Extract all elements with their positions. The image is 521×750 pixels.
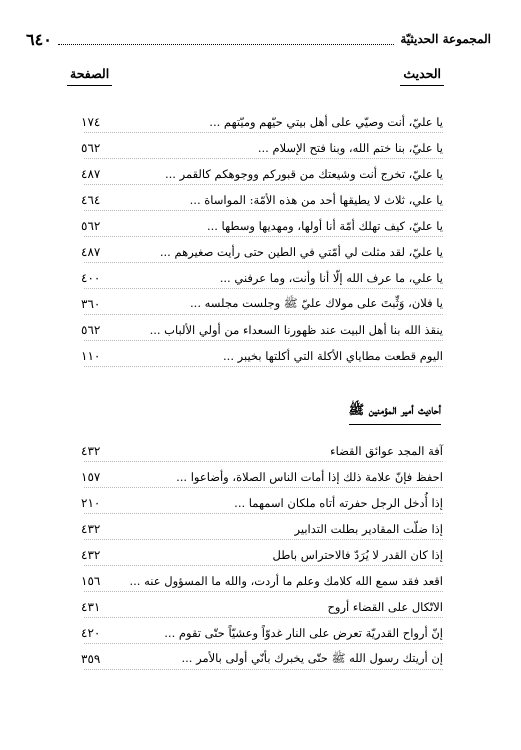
- running-header: [26, 28, 491, 50]
- hadith-text: اليوم قطعت مطاياي الأكلة التي أكلتها بخيبر ...: [223, 349, 443, 363]
- page-ref: ١٥٦: [81, 574, 101, 588]
- column-header-page-label: الصفحة: [70, 66, 110, 81]
- index-row: [81, 649, 443, 670]
- page-ref: ٤٨٧: [81, 245, 101, 259]
- index-row: [81, 597, 443, 618]
- hadith-text: يا عليّ، كيف تهلك أمّة أنا أولها، ومهديها وسطها ...: [206, 219, 443, 233]
- hadith-text: إذا كان القدر لا يُرَدّ فالاحتراس باطل: [272, 548, 443, 562]
- section-title-text: أحاديث أمير المؤمنين ﷺ: [348, 403, 441, 418]
- page-number: ٦٤٠: [26, 29, 52, 49]
- index-row: [81, 294, 443, 315]
- section-title-underline: [349, 424, 441, 425]
- page-ref: ٣٥٩: [81, 652, 101, 666]
- index-row: [81, 242, 443, 263]
- index-row: [81, 190, 443, 211]
- section-title: [349, 402, 441, 421]
- hadith-text: إن أريتك رسول الله ﷺ حتّى يخبرك بأنّي أولى بالأمر ...: [181, 650, 443, 665]
- column-header-hadith-label: الحديث: [403, 66, 441, 81]
- hadith-text: إنّ أرواح القدريّة تعرض على النار غدوّاً وعشيّاً حتّى تقوم ...: [164, 626, 443, 640]
- page-ref: ٥٦٢: [81, 141, 101, 155]
- page-ref: ٥٦٢: [81, 219, 101, 233]
- index-row: [81, 441, 443, 462]
- running-title: المجموعة الحديثيّة: [400, 32, 491, 46]
- page-ref: ٤٠٠: [81, 271, 101, 285]
- page-ref: ٤٣٢: [81, 444, 101, 458]
- page-ref: ١٥٧: [81, 470, 101, 484]
- hadith-text: يا عليّ، تخرج أنت وشيعتك من قبوركم ووجوهكم كالقمر ...: [164, 167, 443, 181]
- index-row: [81, 164, 443, 185]
- index-row: [81, 545, 443, 566]
- hadith-text: إذا ضلّت المقادير بطلت التدابير: [294, 522, 443, 536]
- column-header-underline: [67, 85, 112, 86]
- index-row: [81, 571, 443, 592]
- hadith-text: احفظ فإنّ علامة ذلك إذا أمات الناس الصلاة، وأضاعوا ...: [176, 470, 443, 484]
- page-ref: ٤٦٤: [81, 193, 101, 207]
- index-row: [81, 467, 443, 488]
- column-header-underline: [400, 85, 444, 86]
- column-header-page: [70, 66, 109, 81]
- hadith-text: يا فلان، وَثِّبتَ على مولاك عليّ ﷺ وجلست مجلسه ...: [190, 295, 443, 310]
- page-ref: ٤٨٧: [81, 167, 101, 181]
- page-ref: ١٧٤: [81, 115, 101, 129]
- hadith-text: يا عليّ، لقد مثلت لي أمّتي في الطين حتى رأيت صغيرهم ...: [159, 245, 443, 259]
- hadith-text: آفة المجد عوائق القضاء: [330, 444, 443, 458]
- column-header-hadith: [403, 66, 441, 81]
- page-ref: ٤٣٢: [81, 548, 101, 562]
- index-row: [81, 112, 443, 133]
- page-ref: ١١٠: [81, 349, 101, 363]
- index-row: [81, 346, 443, 367]
- page-ref: ٤٣٢: [81, 522, 101, 536]
- index-row: [81, 519, 443, 540]
- hadith-text: يا عليّ، بنا ختم الله، وبنا فتح الإسلام ...: [257, 141, 443, 155]
- page-ref: ٤٢٠: [81, 626, 101, 640]
- hadith-text: إذا أُدخل الرجل حفرته أتاه ملكان اسمهما ...: [234, 496, 443, 510]
- page-ref: ٣٦٠: [81, 297, 101, 311]
- hadith-text: يا عليّ، أنت وصيّي على أهل بيتي حيّهم وميّتهم ...: [209, 115, 443, 129]
- dotted-leader: [58, 34, 395, 45]
- index-row: [81, 320, 443, 341]
- page-ref: ٥٦٢: [81, 323, 101, 337]
- index-row: [81, 216, 443, 237]
- hadith-text: يا علي، ثلاث لا يطيقها أحد من هذه الأمّة: المواساة ...: [189, 193, 443, 207]
- hadith-text: الاتّكال على القضاء أروح: [327, 600, 443, 614]
- hadith-text: ينقذ الله بنا أهل البيت عند ظهورنا السعداء من أولي الألباب ...: [149, 323, 443, 337]
- page-ref: ٤٣١: [81, 600, 101, 614]
- index-row: [81, 623, 443, 644]
- hadith-text: اقعد فقد سمع الله كلامك وعلم ما أردت، والله ما المسؤول عنه ...: [129, 574, 443, 588]
- hadith-text: يا علي، ما عرف الله إلّا أنا وأنت، وما عرفني ...: [219, 271, 443, 285]
- index-row: [81, 268, 443, 289]
- page-ref: ٢١٠: [81, 496, 101, 510]
- index-row: [81, 493, 443, 514]
- index-row: [81, 138, 443, 159]
